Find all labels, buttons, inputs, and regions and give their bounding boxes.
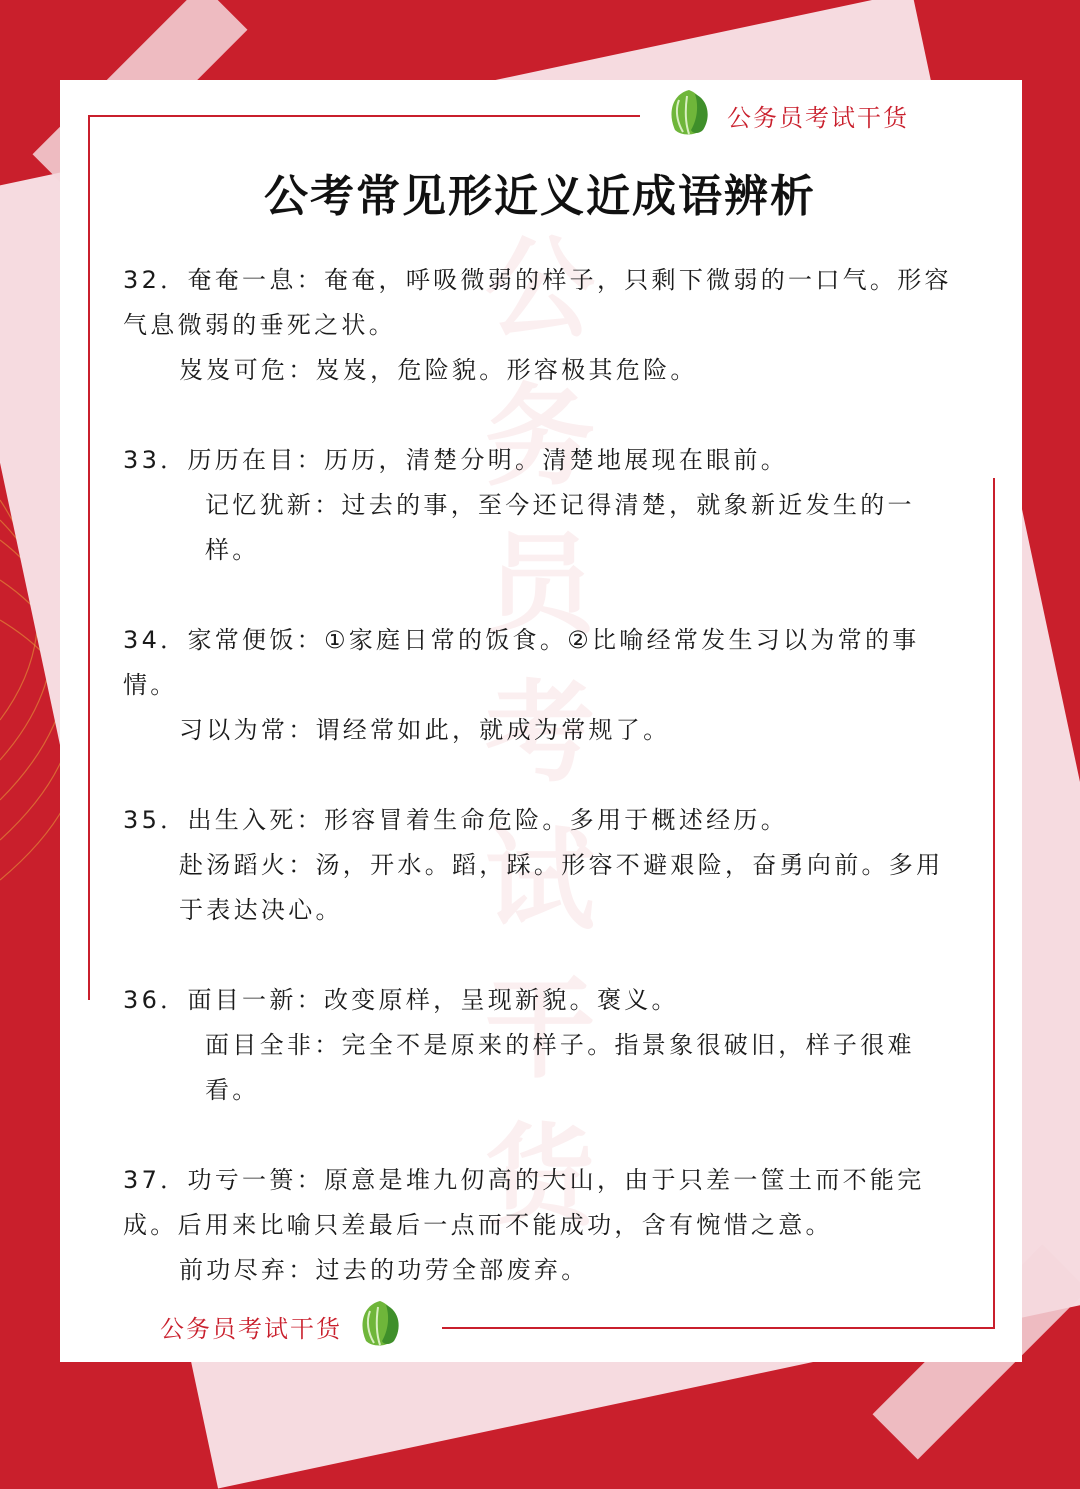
- entry-main: 33．历历在目：历历，清楚分明。清楚地展现在眼前。: [123, 446, 789, 474]
- entry-sub: 前功尽弃：过去的功劳全部废弃。: [179, 1256, 589, 1284]
- entry-36: [123, 978, 958, 1113]
- frame-line-left: [88, 115, 90, 1000]
- entry-main: 35．出生入死：形容冒着生命危险。多用于概述经历。: [123, 806, 789, 834]
- frame-line-top: [88, 115, 640, 117]
- entry-sub: 习以为常：谓经常如此，就成为常规了。: [179, 716, 671, 744]
- entry-main: 34．家常便饭：①家庭日常的饭食。②比喻经常发生习以为常的事情。: [123, 626, 920, 699]
- brand-name: 公务员考试干货: [160, 1314, 342, 1343]
- cabbage-icon: [665, 86, 713, 144]
- entry-main: 32．奄奄一息：奄奄，呼吸微弱的样子，只剩下微弱的一口气。形容气息微弱的垂死之状。: [123, 266, 952, 339]
- entry-list: [123, 258, 958, 1338]
- entry-sub: 面目全非：完全不是原来的样子。指景象很破旧，样子很难看。: [205, 1031, 915, 1104]
- entry-33: [123, 438, 958, 573]
- entry-sub: 岌岌可危：岌岌，危险貌。形容极其危险。: [179, 356, 698, 384]
- entry-sub: 记忆犹新：过去的事，至今还记得清楚，就象新近发生的一样。: [205, 491, 915, 564]
- watermark: 公务员考试干货: [485, 225, 595, 1241]
- entry-sub: 赴汤蹈火：汤，开水。蹈，踩。形容不避艰险，奋勇向前。多用于表达决心。: [179, 851, 944, 924]
- entry-35: [123, 798, 958, 933]
- entry-37: [123, 1158, 958, 1293]
- page-title: 公考常见形近义近成语辨析: [264, 171, 816, 222]
- brand-header: [665, 86, 909, 144]
- entry-32: [123, 258, 958, 393]
- frame-line-right: [993, 478, 995, 1328]
- entry-34: [123, 618, 958, 753]
- cabbage-icon: [356, 1297, 404, 1355]
- brand-footer: [160, 1297, 404, 1355]
- entry-main: 37．功亏一篑：原意是堆九仞高的大山，由于只差一筐土而不能完成。后用来比喻只差最后一点而不能成功，含有惋惜之意。: [123, 1166, 925, 1239]
- entry-main: 36．面目一新：改变原样，呈现新貌。褒义。: [123, 986, 679, 1014]
- brand-name: 公务员考试干货: [727, 103, 909, 132]
